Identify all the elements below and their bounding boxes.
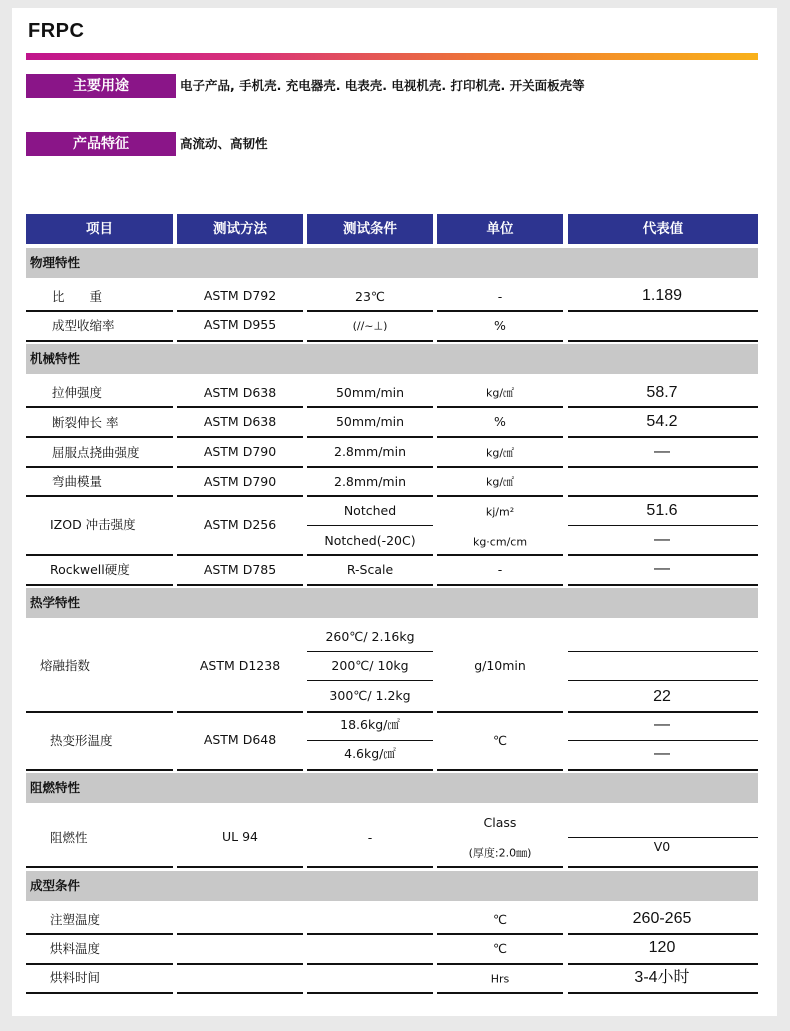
row-divider — [307, 466, 433, 468]
row-divider — [26, 340, 173, 342]
row-divider — [307, 436, 433, 438]
row-item: IZOD 冲击强度 — [50, 516, 136, 532]
header-value: 代表值 — [568, 214, 758, 244]
row-divider — [307, 340, 433, 342]
row-method: ASTM D648 — [203, 731, 277, 747]
row-condition: 23℃ — [355, 288, 385, 304]
row-divider — [177, 933, 303, 935]
row-divider — [26, 769, 173, 771]
row-item: 烘料温度 — [50, 940, 101, 956]
row-item: 弯曲模量 — [52, 473, 103, 489]
row-divider — [437, 584, 563, 586]
row-divider — [26, 436, 173, 438]
row-divider — [437, 963, 563, 965]
row-divider — [177, 495, 303, 497]
row-divider — [177, 866, 303, 868]
feature-text: 高流动、高韧性 — [180, 136, 268, 151]
row-condition: 50mm/min — [335, 384, 405, 400]
row-condition: Notched — [343, 502, 397, 518]
row-divider — [568, 680, 758, 681]
row-divider — [568, 711, 758, 713]
header-unit: 单位 — [437, 214, 563, 244]
row-unit: Class — [483, 814, 517, 830]
row-item: 屈服点挠曲强度 — [52, 444, 140, 460]
row-divider — [26, 963, 173, 965]
row-divider — [307, 933, 433, 935]
row-unit: ℃ — [492, 732, 508, 748]
row-divider — [437, 711, 563, 713]
row-divider — [437, 495, 563, 497]
row-method: ASTM D790 — [203, 473, 277, 489]
row-unit: % — [494, 413, 506, 429]
row-method: ASTM D785 — [203, 561, 277, 577]
gradient-divider — [26, 53, 758, 60]
row-method: ASTM D256 — [203, 516, 277, 532]
row-unit: kj/m² — [485, 505, 515, 519]
row-unit: (厚度:2.0㎜) — [468, 846, 532, 860]
row-divider — [568, 651, 758, 652]
row-condition: 50mm/min — [335, 413, 405, 429]
row-divider — [307, 525, 433, 526]
header-item: 项目 — [26, 214, 173, 244]
row-divider — [437, 436, 563, 438]
usage-text: 电子产品, 手机壳. 充电器壳. 电表壳. 电视机壳. 打印机壳. 开关面板壳等 — [180, 78, 585, 93]
row-value: — — [654, 716, 670, 733]
row-divider — [568, 963, 758, 965]
row-divider — [437, 310, 563, 312]
row-condition: 2.8mm/min — [333, 443, 407, 459]
row-divider — [26, 406, 173, 408]
row-value: 22 — [653, 688, 671, 705]
datasheet-page — [12, 8, 777, 1016]
row-divider — [307, 680, 433, 681]
row-method: UL 94 — [222, 828, 258, 844]
row-divider — [177, 554, 303, 556]
row-condition: Notched(-20C) — [324, 532, 416, 548]
row-divider — [437, 933, 563, 935]
row-divider — [177, 992, 303, 994]
row-divider — [437, 769, 563, 771]
row-divider — [307, 406, 433, 408]
row-divider — [177, 406, 303, 408]
row-divider — [568, 740, 758, 741]
row-divider — [437, 554, 563, 556]
row-method: ASTM D790 — [203, 443, 277, 459]
row-method: ASTM D1238 — [199, 657, 281, 673]
row-unit: ℃ — [492, 911, 508, 927]
row-value: — — [654, 443, 670, 460]
section-molding: 成型条件 — [26, 871, 758, 901]
row-unit: kg/㎠ — [485, 446, 515, 460]
row-method: ASTM D638 — [203, 413, 277, 429]
row-item: 烘料时间 — [50, 969, 101, 985]
row-divider — [177, 584, 303, 586]
row-value: — — [654, 531, 670, 548]
row-unit: - — [497, 288, 503, 304]
row-divider — [307, 711, 433, 713]
row-value: 51.6 — [646, 502, 678, 519]
row-value: 54.2 — [646, 413, 678, 430]
header-condition: 测试条件 — [307, 214, 433, 244]
row-divider — [568, 466, 758, 468]
row-condition: - — [367, 829, 373, 845]
row-method: ASTM D638 — [203, 384, 277, 400]
row-condition: 260℃/ 2.16kg — [325, 628, 415, 644]
row-unit: kg·cm/cm — [472, 535, 528, 549]
row-divider — [26, 933, 173, 935]
row-divider — [26, 554, 173, 556]
usage-label: 主要用途 — [26, 74, 176, 98]
row-divider — [568, 406, 758, 408]
row-item: 拉伸强度 — [52, 384, 103, 400]
row-divider — [437, 340, 563, 342]
row-divider — [568, 495, 758, 497]
row-divider — [568, 584, 758, 586]
row-divider — [568, 436, 758, 438]
row-divider — [307, 310, 433, 312]
section-thermal: 热学特性 — [26, 588, 758, 618]
row-divider — [26, 711, 173, 713]
section-physical: 物理特性 — [26, 248, 758, 278]
row-divider — [568, 310, 758, 312]
row-divider — [568, 866, 758, 868]
row-value: 58.7 — [646, 384, 678, 401]
row-value: — — [654, 560, 670, 577]
row-divider — [307, 651, 433, 652]
row-divider — [437, 466, 563, 468]
row-value: V0 — [653, 838, 671, 854]
row-unit: Hrs — [490, 972, 510, 986]
row-unit: ℃ — [492, 940, 508, 956]
row-unit: - — [497, 561, 503, 577]
header-method: 测试方法 — [177, 214, 303, 244]
row-divider — [307, 554, 433, 556]
row-item: Rockwell硬度 — [50, 561, 130, 577]
row-item: 成型收缩率 — [52, 317, 115, 333]
row-divider — [307, 495, 433, 497]
row-divider — [26, 866, 173, 868]
section-mechanical: 机械特性 — [26, 344, 758, 374]
row-value: 120 — [648, 939, 676, 956]
row-divider — [568, 554, 758, 556]
row-item: 比 重 — [52, 288, 103, 304]
row-divider — [177, 963, 303, 965]
row-divider — [177, 711, 303, 713]
row-condition: (//~⊥) — [352, 319, 388, 333]
row-divider — [437, 866, 563, 868]
row-condition: 4.6kg/㎠ — [344, 745, 396, 761]
row-divider — [26, 992, 173, 994]
row-item: 阻燃性 — [50, 829, 88, 845]
row-divider — [568, 933, 758, 935]
row-divider — [177, 466, 303, 468]
section-flame: 阻燃特性 — [26, 773, 758, 803]
row-condition: 2.8mm/min — [333, 473, 407, 489]
row-unit: % — [494, 317, 506, 333]
row-divider — [307, 740, 433, 741]
row-condition: 18.6kg/㎠ — [340, 716, 400, 732]
row-divider — [177, 436, 303, 438]
row-divider — [307, 963, 433, 965]
feature-label: 产品特征 — [26, 132, 176, 156]
row-divider — [26, 466, 173, 468]
row-value: — — [654, 745, 670, 762]
row-method: ASTM D955 — [203, 316, 277, 332]
row-divider — [26, 584, 173, 586]
row-value: 1.189 — [641, 287, 683, 304]
row-divider — [177, 340, 303, 342]
row-unit: g/10min — [474, 657, 526, 673]
row-divider — [26, 310, 173, 312]
row-divider — [307, 866, 433, 868]
row-divider — [437, 406, 563, 408]
row-item: 注塑温度 — [50, 911, 101, 927]
row-divider — [568, 525, 758, 526]
row-divider — [307, 584, 433, 586]
row-condition: 300℃/ 1.2kg — [329, 687, 411, 703]
row-divider — [568, 992, 758, 994]
row-condition: R-Scale — [346, 561, 394, 577]
row-divider — [26, 495, 173, 497]
row-divider — [307, 992, 433, 994]
row-value: 3-4小时 — [634, 969, 690, 986]
row-divider — [568, 769, 758, 771]
row-method: ASTM D792 — [203, 287, 277, 303]
row-divider — [177, 310, 303, 312]
row-condition: 200℃/ 10kg — [331, 657, 409, 673]
product-title: FRPC — [28, 20, 85, 42]
row-divider — [307, 769, 433, 771]
row-value: 260-265 — [632, 910, 692, 927]
row-unit: kg/㎠ — [485, 475, 515, 489]
row-divider — [177, 769, 303, 771]
row-item: 断裂伸长 率 — [52, 414, 119, 430]
row-item: 熔融指数 — [40, 657, 91, 673]
row-item: 热变形温度 — [50, 732, 113, 748]
row-divider — [437, 992, 563, 994]
row-unit: kg/㎠ — [485, 386, 515, 400]
row-divider — [568, 340, 758, 342]
